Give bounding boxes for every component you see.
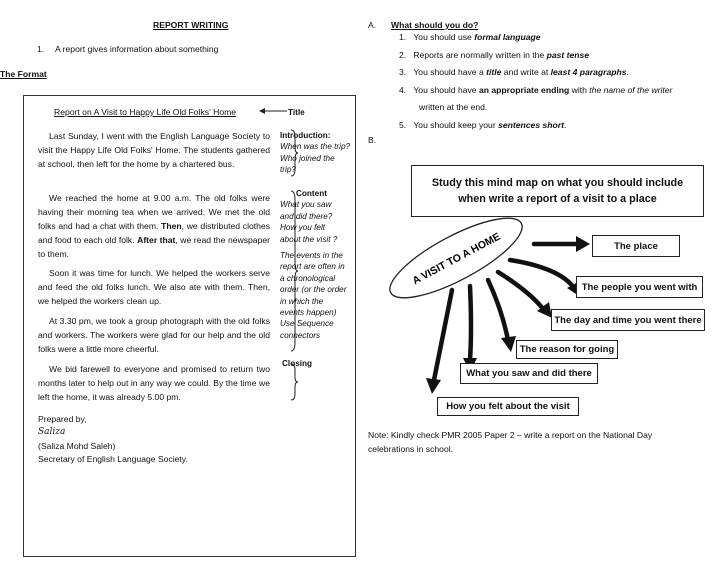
paragraph-content-1: We reached the home at 9.00 a.m. The old folks were having their morning tea when we arrived. We met the old folks and had a chat with them. Then, we distributed clothes and food to each old folk. After that, we read the newspaper to them. <box>38 193 270 259</box>
intro-label: Introduction: <box>280 131 331 140</box>
report-title: Report on A Visit to Happy Life Old Folks' Home <box>54 107 237 117</box>
section-b-label: B. <box>368 135 377 145</box>
list-item: 1. You should use formal language <box>399 32 541 42</box>
list-item: 3. You should have a title and write at least 4 paragraphs. <box>399 67 629 77</box>
signature: Saliza <box>38 427 66 437</box>
list-item: 2. Reports are normally written in the past tense <box>399 49 590 60</box>
mindmap-box-reason: The reason for going <box>516 340 618 359</box>
note-line-2: celebrations in school. <box>368 444 454 454</box>
mindmap-box-saw: What you saw and did there <box>460 363 598 384</box>
page-title: REPORT WRITING <box>153 20 229 30</box>
prepared-by-label: Prepared by, <box>38 414 87 424</box>
title-label: Title <box>288 108 305 117</box>
closing-label: Closing <box>282 359 313 368</box>
arrowhead-reason <box>501 336 516 352</box>
paragraph-closing: We bid farewell to everyone and promised to return two months later to help out in any way we could. By the time we left the home, it was already 5.00 pm. <box>38 364 270 402</box>
paragraph-content-3: At 3.30 pm, we took a group photograph with the old folks and workers. The workers were glad for our help and the old folks were a little more cheerful. <box>38 316 270 354</box>
mindmap-box-felt: How you felt about the visit <box>437 397 579 416</box>
paragraph-content-2: Soon it was time for lunch. We helped the workers serve and feed the old folks lunch. We also ate with them. Then, we helped the workers clean up. <box>38 268 270 306</box>
arrowhead-place <box>576 236 590 252</box>
writer-position: Secretary of English Language Society. <box>38 454 188 464</box>
intro-item-number: 1. <box>37 44 45 54</box>
guideline-list <box>399 29 672 134</box>
note <box>368 428 652 456</box>
arrow-time <box>498 272 544 310</box>
content-label: Content <box>296 189 327 198</box>
section-a-label: A. <box>368 20 377 30</box>
paragraph-introduction: Last Sunday, I went with the English Language Society to visit the Happy Life Old Folks' Home. The students gathered at school, then left for the home by a chartered bus. <box>38 131 270 169</box>
center-label: A VISIT TO A HOME <box>410 230 503 288</box>
mindmap-box-people: The people you went with <box>576 276 703 298</box>
arrow-people <box>510 260 574 288</box>
list-item: 4. You should have an appropriate ending with the name of the writer <box>399 84 673 95</box>
title-arrow-icon <box>258 106 288 116</box>
arrow-felt <box>434 290 452 380</box>
arrow-reason <box>488 280 508 340</box>
note-line-1: Note: Kindly check PMR 2005 Paper 2 – write a report on the National Day <box>368 430 653 440</box>
arrow-saw <box>470 286 471 360</box>
arrowhead-felt <box>426 378 441 394</box>
report-sample-box <box>23 95 356 557</box>
intro-annotation: Introduction: When was the trip? Who joined the trip? <box>280 131 351 175</box>
mindmap-title-line-2: when write a report of a visit to a place <box>458 193 657 205</box>
mindmap-title-line-1: Study this mind map on what you should include <box>431 177 684 189</box>
content-annotation: Content What you saw and did there? How you felt about the visit ? The events in the report are often in a chronological order (or the order in which the events happen) Use Sequence connectors <box>280 189 347 340</box>
writer-name: (Saliza Mohd Saleh) <box>38 441 116 451</box>
list-item: 5. You should keep your sentences short. <box>399 119 567 130</box>
section-a-heading: What should you do? <box>391 20 479 30</box>
list-item-continuation: written at the end. <box>419 102 488 112</box>
intro-item: A report gives information about something <box>55 44 219 54</box>
mindmap-box-time: The day and time you went there <box>551 309 705 331</box>
mindmap-box-place: The place <box>592 235 680 257</box>
format-heading: The Format <box>0 69 47 79</box>
